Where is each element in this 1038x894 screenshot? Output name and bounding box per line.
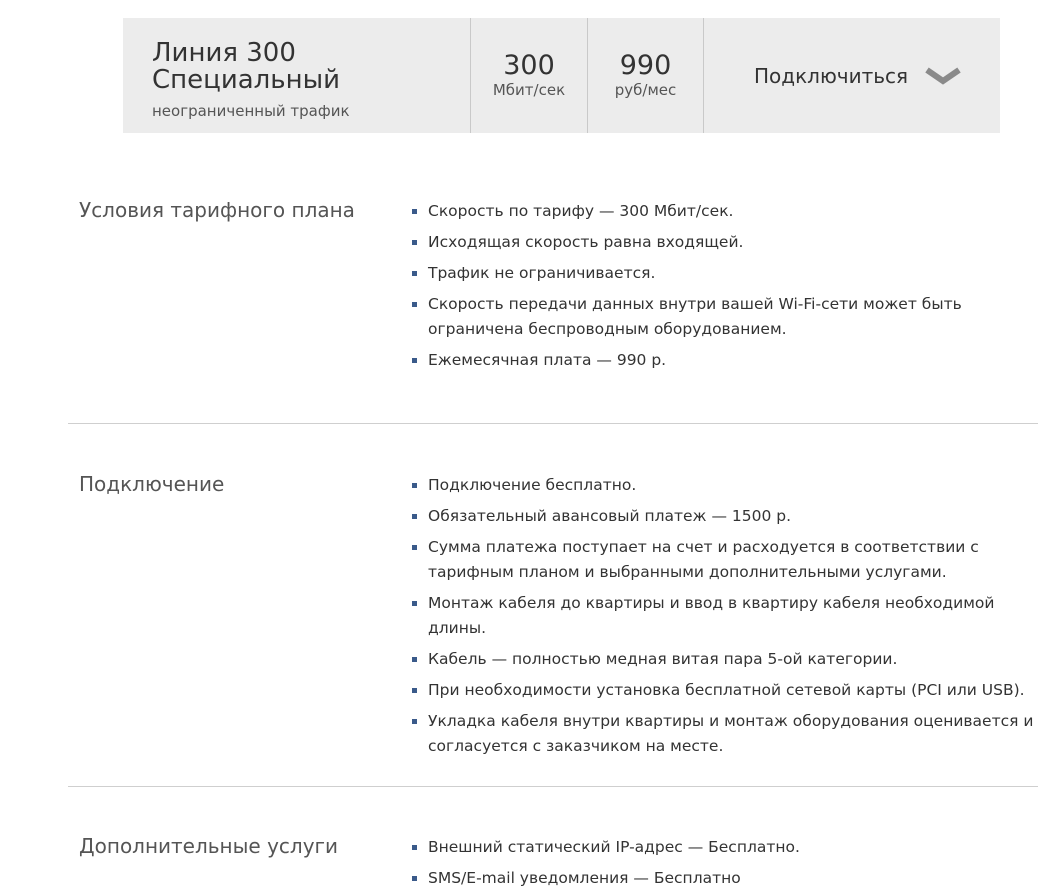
list-item-text: Подключение бесплатно.	[428, 476, 637, 494]
connect-button[interactable]	[704, 18, 1000, 133]
connect-label: Подключиться	[754, 63, 909, 88]
bullet-icon	[412, 514, 417, 519]
list-item-text: Скорость передачи данных внутри вашей Wi-Fi-сети может быть ограничена беспроводным оборудованием.	[428, 295, 962, 338]
list-item-text: Исходящая скорость равна входящей.	[428, 233, 744, 251]
plan-title-line1: Линия 300	[152, 38, 296, 68]
bullet-icon	[412, 358, 417, 363]
list-item-text: Трафик не ограничивается.	[428, 264, 656, 282]
plan-title	[152, 40, 470, 94]
plan-header-bar	[123, 18, 1000, 133]
list-item	[411, 709, 1038, 759]
bullet-icon	[412, 688, 417, 693]
list-item-text: Укладка кабеля внутри квартиры и монтаж оборудования оценивается и согласуется с заказчиком на месте.	[428, 712, 1034, 755]
plan-subtitle: неограниченный трафик	[152, 102, 350, 120]
bullet-icon	[412, 483, 417, 488]
plan-name-cell	[123, 18, 471, 133]
list-item-text: Внешний статический IP-адрес — Бесплатно.	[428, 838, 800, 856]
list-item	[411, 535, 1038, 585]
section-title: Дополнительные услуги	[79, 834, 339, 858]
bullet-icon	[412, 719, 417, 724]
bullet-icon	[412, 302, 417, 307]
price-unit: руб/мес	[614, 81, 677, 99]
list-item	[411, 866, 1038, 891]
list-item-text: Кабель — полностью медная витая пара 5-ой категории.	[428, 650, 898, 668]
speed-value: 300	[503, 50, 555, 81]
list-item	[411, 199, 1038, 224]
list-item-text: Обязательный авансовый платеж — 1500 р.	[428, 507, 792, 525]
list-item	[411, 230, 1038, 255]
section-divider	[68, 786, 1038, 787]
list-item	[411, 292, 968, 342]
list-item-text: SMS/E-mail уведомления — Бесплатно	[428, 869, 741, 887]
bullet-icon	[412, 545, 417, 550]
list-item	[411, 678, 1038, 703]
connection-list	[411, 473, 1038, 765]
speed-unit: Мбит/сек	[492, 81, 566, 99]
list-item	[411, 504, 1038, 529]
bullet-icon	[412, 876, 417, 881]
list-item-text: При необходимости установка бесплатной сетевой карты (PCI или USB).	[428, 681, 1025, 699]
additional-services-list	[411, 835, 1038, 894]
section-divider	[68, 423, 1038, 424]
section-title: Подключение	[79, 472, 225, 496]
price-cell	[588, 18, 704, 133]
bullet-icon	[412, 845, 417, 850]
list-item	[411, 835, 1038, 860]
list-item	[411, 261, 1038, 286]
section-title: Условия тарифного плана	[79, 198, 355, 222]
bullet-icon	[412, 209, 417, 214]
chevron-down-icon	[924, 65, 962, 87]
list-item-text: Сумма платежа поступает на счет и расходуется в соответствии с тарифным планом и выбранными дополнительными услугами.	[428, 538, 979, 581]
list-item-text: Скорость по тарифу — 300 Мбит/сек.	[428, 202, 734, 220]
list-item	[411, 591, 1038, 641]
bullet-icon	[412, 601, 417, 606]
bullet-icon	[412, 657, 417, 662]
list-item	[411, 647, 1038, 672]
conditions-list	[411, 199, 1038, 379]
speed-cell	[471, 18, 588, 133]
bullet-icon	[412, 240, 417, 245]
plan-title-line2: Специальный	[152, 65, 341, 95]
list-item-text: Ежемесячная плата — 990 р.	[428, 351, 667, 369]
list-item	[411, 348, 1038, 373]
price-value: 990	[619, 50, 672, 81]
list-item	[411, 473, 1038, 498]
list-item-text: Монтаж кабеля до квартиры и ввод в квартиру кабеля необходимой длины.	[428, 594, 995, 637]
bullet-icon	[412, 271, 417, 276]
